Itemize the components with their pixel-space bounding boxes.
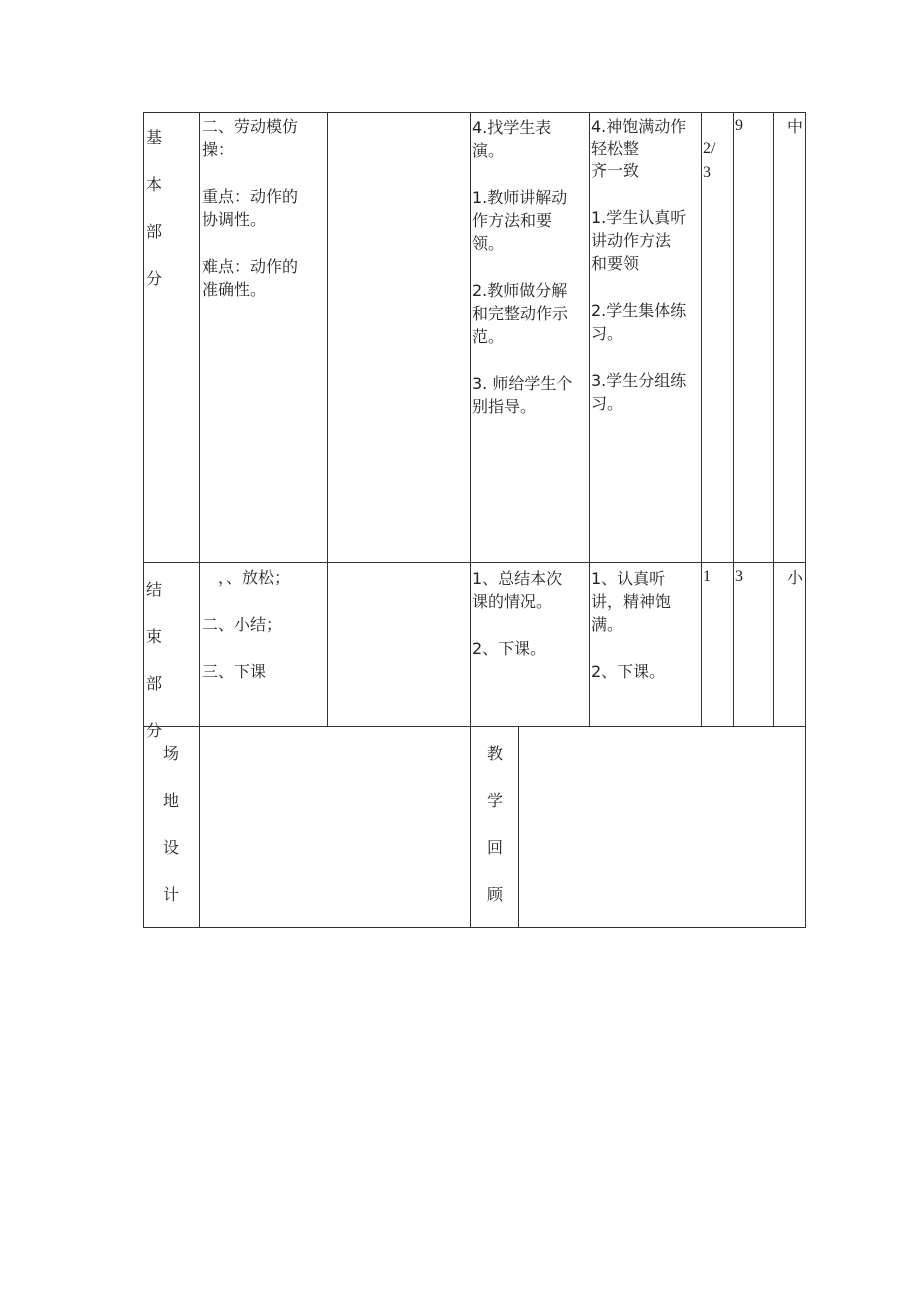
basic-teacher-p4: 3. 师给学生个 别指导。 bbox=[472, 374, 573, 416]
end-section-label: 结 束 部 分 bbox=[145, 580, 162, 740]
basic-teacher-p1: 4.找学生表 演。 bbox=[472, 118, 552, 160]
table-right-border bbox=[805, 112, 806, 928]
basic-intensity: 中 bbox=[787, 117, 804, 136]
end-intensity: 小 bbox=[787, 568, 804, 587]
col-divider-7 bbox=[733, 112, 734, 727]
end-student-cell bbox=[591, 567, 701, 683]
table-left-border bbox=[143, 112, 144, 928]
col-divider-1 bbox=[199, 112, 200, 928]
basic-teacher-p3: 2.教师做分解 和完整动作示 范。 bbox=[472, 281, 569, 346]
basic-student-p2: 1.学生认真听 讲动作方法 和要领 bbox=[591, 208, 687, 273]
col-divider-3 bbox=[470, 112, 471, 928]
end-content-l2: 二、小结； bbox=[202, 615, 283, 634]
col-divider-6 bbox=[701, 112, 702, 727]
table-bottom-border bbox=[143, 927, 806, 928]
col-divider-8 bbox=[773, 112, 774, 727]
end-teacher-p2: 2、下课。 bbox=[472, 639, 547, 658]
basic-minutes: 9 bbox=[735, 117, 743, 134]
table-top-border bbox=[143, 112, 806, 113]
col-divider-5 bbox=[589, 112, 590, 727]
basic-student-p3: 2.学生集体练 习。 bbox=[591, 301, 687, 343]
end-times: 1 bbox=[703, 568, 711, 585]
basic-teacher-cell bbox=[472, 116, 588, 442]
basic-student-p4: 3.学生分组练 习。 bbox=[591, 371, 687, 413]
end-student-p2: 2、下课。 bbox=[591, 662, 666, 681]
end-content-cell bbox=[202, 566, 326, 683]
basic-difficulty: 难点：动作的 准确性。 bbox=[202, 257, 299, 299]
end-student-p1: 1、认真听 讲，精神饱 满。 bbox=[591, 569, 672, 634]
col-divider-2 bbox=[327, 112, 328, 727]
basic-times: 2/ 3 bbox=[703, 140, 716, 181]
end-minutes: 3 bbox=[735, 568, 743, 585]
site-design-label: 场 地 设 计 bbox=[162, 744, 179, 904]
basic-content-title: 二、劳动模仿 操： bbox=[202, 117, 299, 159]
basic-section-label: 基 本 部 分 bbox=[145, 128, 162, 288]
basic-content-cell bbox=[202, 115, 326, 325]
end-content-l3: 三、下课 bbox=[202, 662, 267, 681]
basic-key-point: 重点：动作的 协调性。 bbox=[202, 187, 299, 229]
col-divider-4 bbox=[518, 726, 519, 928]
end-teacher-cell bbox=[472, 567, 588, 660]
end-teacher-p1: 1、总结本次 课的情况。 bbox=[472, 569, 563, 611]
basic-teacher-p2: 1.教师讲解动 作方法和要 领。 bbox=[472, 188, 568, 253]
basic-student-cell bbox=[591, 116, 701, 439]
end-content-l1: ，、放松； bbox=[218, 568, 291, 587]
row-divider-1 bbox=[143, 562, 806, 563]
basic-student-p1: 4.神饱满动作 轻松整 齐一致 bbox=[591, 117, 687, 180]
row-divider-2 bbox=[143, 726, 806, 727]
teaching-review-label: 教 学 回 顾 bbox=[486, 744, 503, 904]
